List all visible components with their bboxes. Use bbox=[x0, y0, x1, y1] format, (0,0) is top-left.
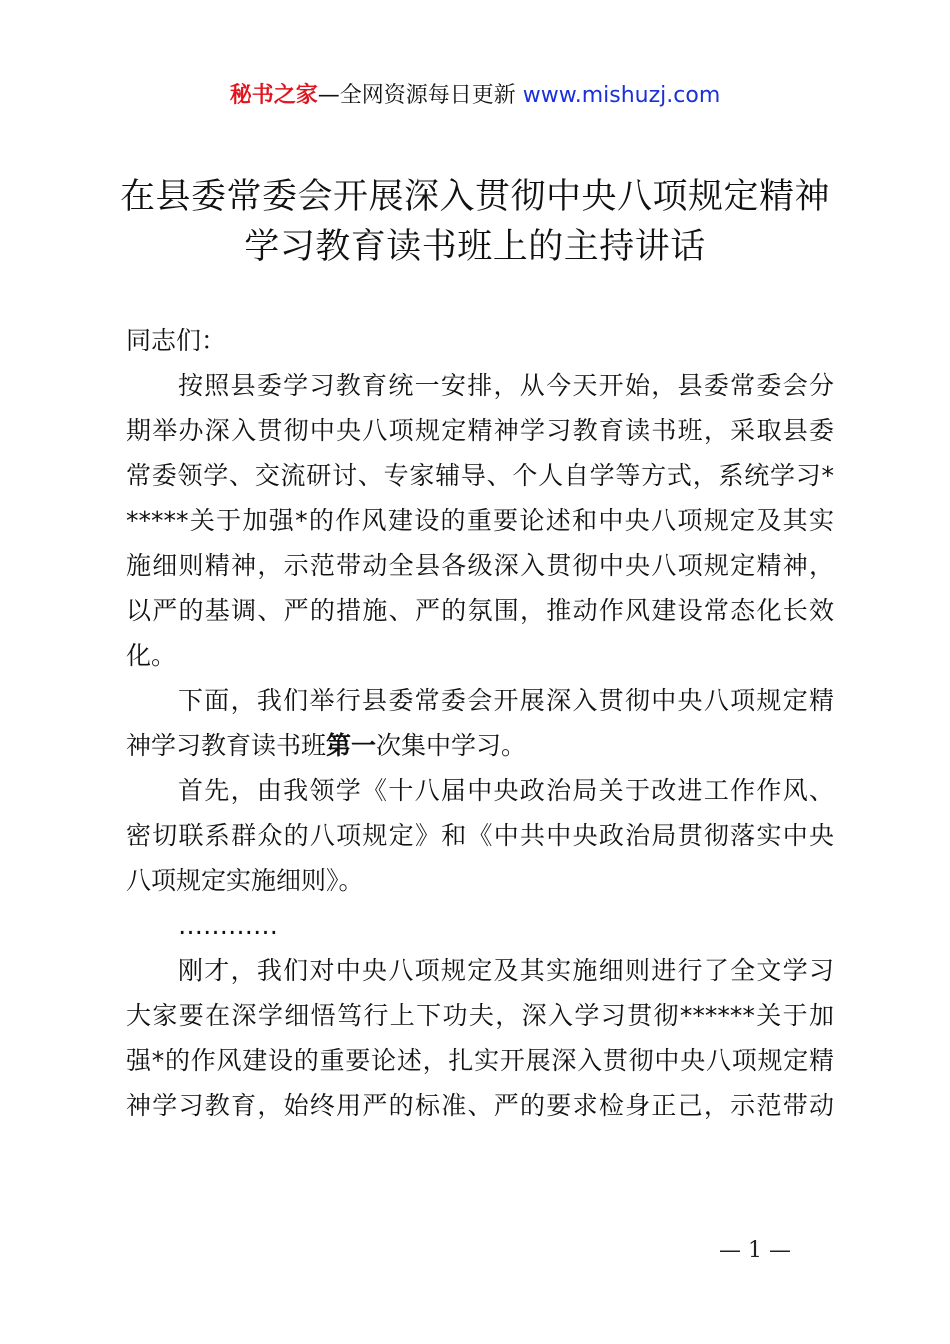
page-number: — 1 — bbox=[719, 1238, 791, 1263]
paragraph-line: 八项规定实施细则》。 bbox=[126, 866, 364, 895]
title-line-1: 在县委常委会开展深入贯彻中央八项规定精神 bbox=[119, 177, 830, 217]
paragraph-line: 按照县委学习教育统一安排，从今天开始，县委常委会分 bbox=[178, 371, 834, 400]
paragraph-line: 大家要在深学细悟笃行上下功夫，深入学习贯彻******关于加 bbox=[126, 1001, 834, 1030]
paragraph-line: 密切联系群众的八项规定》和《中共中央政治局贯彻落实中央 bbox=[126, 821, 834, 850]
paragraph-text: 神学习教育读书班 bbox=[126, 731, 327, 760]
paragraph-line: 期举办深入贯彻中央八项规定精神学习教育读书班，采取县委 bbox=[126, 416, 834, 445]
paragraph-line: 强*的作风建设的重要论述，扎实开展深入贯彻中央八项规定精 bbox=[126, 1046, 834, 1075]
paragraph-2 bbox=[126, 678, 834, 768]
document-title bbox=[100, 172, 850, 272]
banner-slogan: 全网资源每日更新 bbox=[339, 83, 516, 108]
paragraph-3 bbox=[126, 768, 834, 903]
paragraph-line bbox=[126, 723, 834, 768]
emphasis-text: 第一 bbox=[326, 731, 377, 760]
salutation: 同志们： bbox=[126, 326, 227, 355]
paragraph-line: *****关于加强*的作风建设的重要论述和中央八项规定及其实 bbox=[126, 506, 834, 535]
ellipsis: ………… bbox=[178, 911, 278, 940]
title-line-2: 学习教育读书班上的主持讲话 bbox=[244, 227, 706, 267]
site-banner bbox=[0, 80, 950, 112]
paragraph-line: 以严的基调、严的措施、严的氛围，推动作风建设常态化长效 bbox=[126, 596, 834, 625]
banner-separator: — bbox=[317, 83, 340, 108]
paragraph-line: 下面，我们举行县委常委会开展深入贯彻中央八项规定精 bbox=[178, 686, 834, 715]
paragraph-line: 神学习教育，始终用严的标准、严的要求检身正己，示范带动 bbox=[126, 1091, 834, 1120]
paragraph-4 bbox=[126, 948, 834, 1128]
banner-brand: 秘书之家 bbox=[229, 83, 318, 108]
paragraph-line: 刚才，我们对中央八项规定及其实施细则进行了全文学习 bbox=[178, 956, 834, 985]
banner-url-link[interactable]: www.mishuzj.com bbox=[522, 83, 721, 108]
paragraph-text: 次集中学习。 bbox=[376, 731, 527, 760]
paragraph-1 bbox=[126, 363, 834, 678]
document-body bbox=[126, 318, 834, 1128]
paragraph-line: 施细则精神，示范带动全县各级深入贯彻中央八项规定精神， bbox=[126, 551, 834, 580]
paragraph-line: 化。 bbox=[126, 641, 177, 670]
paragraph-line: 首先，由我领学《十八届中央政治局关于改进工作作风、 bbox=[178, 776, 834, 805]
paragraph-line: 常委领学、交流研讨、专家辅导、个人自学等方式，系统学习* bbox=[126, 461, 834, 490]
